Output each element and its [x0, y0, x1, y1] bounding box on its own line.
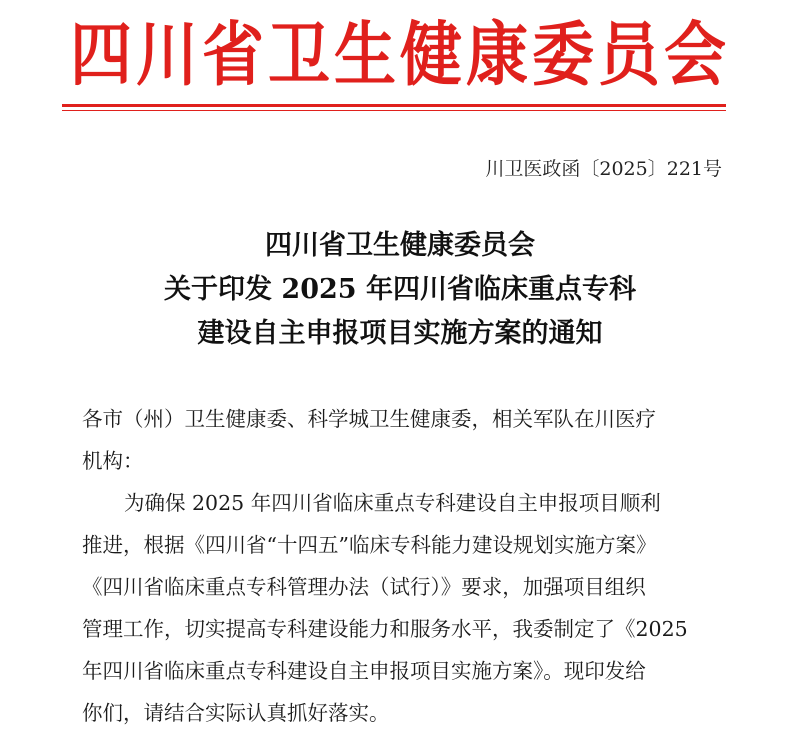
document-body: [82, 398, 732, 734]
letterhead-title: 四川省卫生健康委员会: [69, 13, 730, 96]
paragraph-line-6: 你们，请结合实际认真抓好落实。: [82, 701, 390, 725]
paragraph-line-2: 推进，根据《四川省“十四五”临床专科能力建设规划实施方案》: [82, 533, 657, 557]
paragraph-line-3: 《四川省临床重点专科管理办法（试行）》要求，加强项目组织: [82, 575, 646, 599]
document-title: [0, 224, 800, 356]
document-title-line-2: 关于印发 2025 年四川省临床重点专科: [164, 274, 636, 305]
paragraph-line-5: 年四川省临床重点专科建设自主申报项目实施方案》。现印发给: [82, 659, 646, 683]
document-number: 川卫医政函〔2025〕221号: [485, 158, 722, 180]
letterhead-divider-thin: [62, 110, 726, 111]
document-title-line-3: 建设自主申报项目实施方案的通知: [197, 318, 603, 349]
paragraph-line-1: 为确保 2025 年四川省临床重点专科建设自主申报项目顺利: [124, 491, 661, 515]
salutation-line-1: 各市（州）卫生健康委、科学城卫生健康委，相关军队在川医疗: [82, 407, 656, 431]
paragraph-line-4: 管理工作，切实提高专科建设能力和服务水平，我委制定了《2025: [82, 617, 688, 641]
document-title-line-1: 四川省卫生健康委员会: [265, 230, 535, 261]
salutation-line-2: 机构：: [82, 449, 144, 473]
letterhead-divider-thick: [62, 104, 726, 107]
